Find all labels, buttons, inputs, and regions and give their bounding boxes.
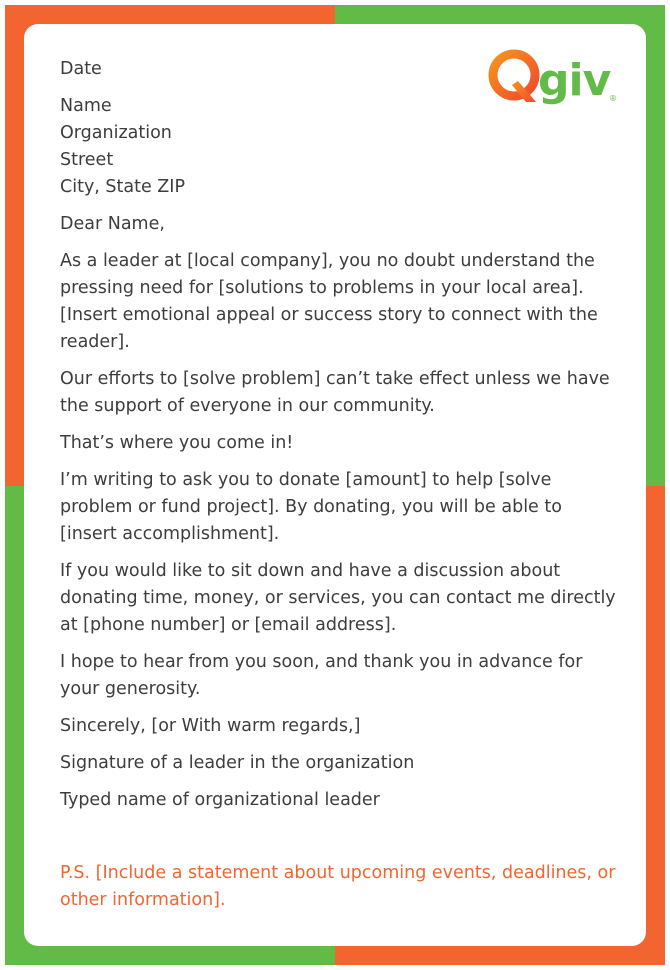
body-paragraph: That’s where you come in! bbox=[60, 433, 294, 453]
closing: Sincerely, [or With warm regards,] bbox=[60, 716, 361, 736]
typed-name: Typed name of organizational leader bbox=[60, 790, 380, 810]
recipient-address bbox=[60, 93, 620, 201]
body-paragraph: I hope to hear from you soon, and thank you in advance for your generosity. bbox=[60, 652, 583, 699]
postscript: P.S. [Include a statement about upcoming events, deadlines, or other information]. bbox=[60, 863, 616, 910]
body-paragraph: As a leader at [local company], you no doubt understand the pressing need for [solutions to problems in your local area]. [Insert emotional appeal or success story to connect with the reader]. bbox=[60, 251, 598, 352]
salutation: Dear Name, bbox=[60, 214, 165, 234]
address-line: Organization bbox=[60, 123, 172, 143]
letter-body bbox=[60, 56, 620, 914]
address-line: City, State ZIP bbox=[60, 177, 186, 197]
body-paragraph: I’m writing to ask you to donate [amount] to help [solve problem or fund project]. By donating, you will be able to [insert accomplishment]. bbox=[60, 470, 562, 544]
body-paragraph: Our efforts to [solve problem] can’t take effect unless we have the support of everyone in our community. bbox=[60, 369, 610, 416]
address-line: Name bbox=[60, 96, 112, 116]
body-paragraph: If you would like to sit down and have a discussion about donating time, money, or services, you can contact me directly at [phone number] or [email address]. bbox=[60, 561, 616, 635]
letter-date: Date bbox=[60, 59, 102, 79]
logo-wordmark: giv bbox=[538, 55, 611, 106]
logo-registered-mark: ® bbox=[609, 94, 617, 103]
signature-line: Signature of a leader in the organization bbox=[60, 753, 415, 773]
address-line: Street bbox=[60, 150, 114, 170]
